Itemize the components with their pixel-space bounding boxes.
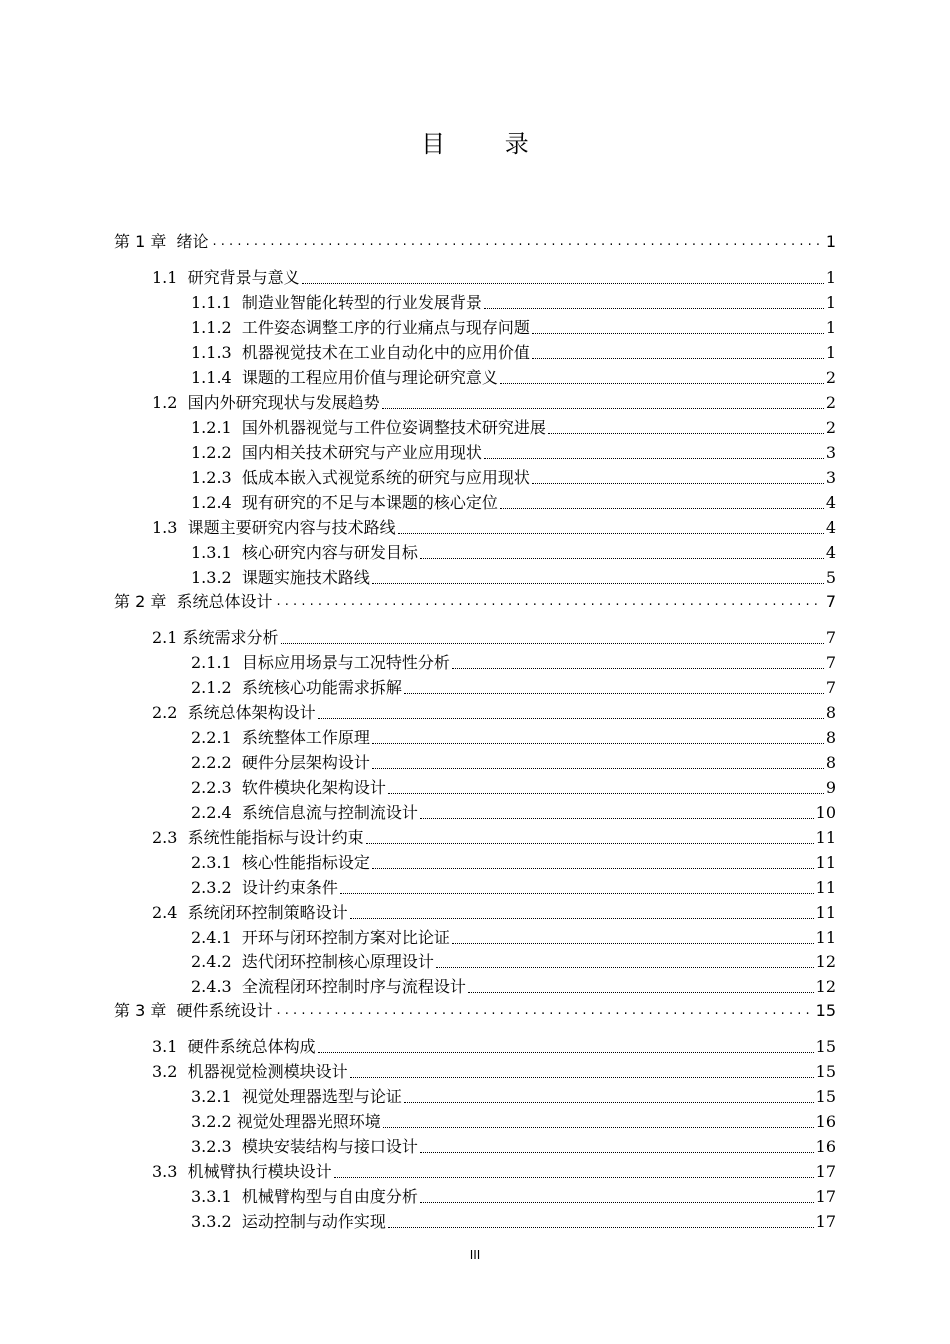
toc-entry[interactable] [191,649,836,673]
toc-page-number: 11 [815,903,836,922]
toc-dot-leader [382,396,824,409]
toc-entry[interactable] [191,1083,836,1107]
toc-entry-label: 2.4.3 全流程闭环控制时序与流程设计 [191,977,466,996]
toc-dot-leader [420,546,824,559]
toc-page-number: 11 [815,878,836,897]
toc-page-number: 17 [815,1212,836,1231]
toc-dot-leader [318,1040,814,1053]
toc-page-number: 3 [825,443,836,462]
toc-entry-label: 2.1.1 目标应用场景与工况特性分析 [191,653,450,672]
toc-page-number: 4 [825,518,836,537]
toc-entry-label: 3.2 机器视觉检测模块设计 [152,1062,348,1081]
toc-entry[interactable] [191,1133,836,1157]
toc-entry[interactable] [191,1183,836,1207]
toc-page-number: 7 [825,628,836,647]
toc-dot-leader [277,592,822,612]
toc-page-number: 7 [825,678,836,697]
toc-dot-leader [404,1090,814,1103]
toc-dot-leader [532,346,824,359]
toc-entry-label: 1.1.4 课题的工程应用价值与理论研究意义 [191,368,498,387]
toc-entry-label: 1.2.4 现有研究的不足与本课题的核心定位 [191,493,498,512]
toc-entry-label: 1.2.3 低成本嵌入式视觉系统的研究与应用现状 [191,468,530,487]
toc-entry-label: 2.1.2 系统核心功能需求拆解 [191,678,402,697]
toc-page-number: 16 [815,1112,836,1131]
toc-dot-leader [420,1190,814,1203]
toc-entry-label: 2.4.2 迭代闭环控制核心原理设计 [191,952,434,971]
toc-dot-leader [500,496,824,509]
toc-dot-leader [372,731,824,744]
toc-page-number: 10 [815,803,836,822]
toc-page-number: 8 [825,753,836,772]
toc-page-number: 12 [815,952,836,971]
toc-entry-label: 3.2.3 模块安装结构与接口设计 [191,1137,418,1156]
toc-entry[interactable] [152,264,836,288]
toc-entry[interactable] [191,289,836,313]
toc-entry-label: 2.3.2 设计约束条件 [191,878,338,897]
toc-dot-leader [452,656,824,669]
toc-entry[interactable] [191,674,836,698]
toc-entry[interactable] [191,749,836,773]
toc-dot-leader [277,1001,812,1021]
toc-entry-label: 第 3 章 硬件系统设计 [114,1001,273,1020]
toc-entry[interactable] [191,1108,836,1132]
toc-dot-leader [372,571,824,584]
toc-entry[interactable] [191,1208,836,1232]
toc-entry[interactable] [191,724,836,748]
toc-dot-leader [372,756,824,769]
toc-page-number: 1 [825,268,836,287]
toc-entry-label: 2.2 系统总体架构设计 [152,703,316,722]
toc-dot-leader [548,421,824,434]
toc-page-number: 1 [825,343,836,362]
toc-page-number: 17 [815,1162,836,1181]
toc-entry-label: 2.3 系统性能指标与设计约束 [152,828,364,847]
toc-entry-label: 第 1 章 绪论 [114,232,209,251]
toc-entry-label: 2.2.3 软件模块化架构设计 [191,778,386,797]
toc-entry-label: 1.1.2 工件姿态调整工序的行业痛点与现存问题 [191,318,530,337]
toc-entry-label: 3.2.1 视觉处理器选型与论证 [191,1087,402,1106]
toc-entry-label: 3.1 硬件系统总体构成 [152,1037,316,1056]
toc-page-number: 2 [825,393,836,412]
page-title: 目 录 [421,130,555,158]
toc-page-number: 1 [825,293,836,312]
toc-entry-label: 第 2 章 系统总体设计 [114,592,273,611]
toc-entry-label: 1.3.1 核心研究内容与研发目标 [191,543,418,562]
toc-entry[interactable] [191,464,836,488]
toc-entry-label: 1.3.2 课题实施技术路线 [191,568,370,587]
toc-page-number: 7 [825,592,836,611]
toc-entry[interactable] [191,439,836,463]
toc-dot-leader [334,1165,814,1178]
toc-entry-label: 2.2.4 系统信息流与控制流设计 [191,803,418,822]
page-number: III [469,1248,481,1262]
toc-page-number: 2 [825,418,836,437]
toc-dot-leader [340,881,814,894]
toc-entry[interactable] [152,514,836,538]
toc-dot-leader [420,1140,814,1153]
toc-entry-label: 1.1.1 制造业智能化转型的行业发展背景 [191,293,482,312]
toc-entry-label: 1.2.1 国外机器视觉与工件位姿调整技术研究进展 [191,418,546,437]
toc-entry-label: 1.1.3 机器视觉技术在工业自动化中的应用价值 [191,343,530,362]
toc-entry-label: 3.3.1 机械臂构型与自由度分析 [191,1187,418,1206]
toc-entry[interactable] [191,924,836,948]
toc-entry[interactable] [191,539,836,563]
toc-entry-label: 3.2.2 视觉处理器光照环境 [191,1112,381,1131]
toc-chapter-entry[interactable] [114,997,836,1021]
toc-page-number: 3 [825,468,836,487]
toc-dot-leader [372,856,814,869]
toc-page-number: 8 [825,728,836,747]
toc-dot-leader [213,232,822,252]
toc-entry-label: 2.1 系统需求分析 [152,628,279,647]
toc-page-number: 1 [825,232,836,251]
toc-page-number: 15 [815,1087,836,1106]
toc-dot-leader [484,296,824,309]
toc-entry-label: 2.2.2 硬件分层架构设计 [191,753,370,772]
toc-entry[interactable] [152,624,836,648]
toc-entry[interactable] [191,849,836,873]
toc-page-number: 9 [825,778,836,797]
toc-dot-leader [388,781,824,794]
toc-dot-leader [404,681,824,694]
toc-page-number: 2 [825,368,836,387]
toc-page-number: 15 [815,1062,836,1081]
toc-page-number: 11 [815,853,836,872]
toc-entry-label: 1.1 研究背景与意义 [152,268,300,287]
toc-dot-leader [350,906,814,919]
toc-entry[interactable] [152,1058,836,1082]
toc-dot-leader [302,271,824,284]
toc-page-number: 15 [815,1001,836,1020]
toc-dot-leader [366,831,814,844]
toc-chapter-entry[interactable] [114,588,836,612]
toc-entry-label: 1.2.2 国内相关技术研究与产业应用现状 [191,443,482,462]
toc-dot-leader [383,1115,814,1128]
toc-page-number: 11 [815,828,836,847]
toc-page-number: 1 [825,318,836,337]
toc-entry[interactable] [191,874,836,898]
toc-entry[interactable] [191,948,836,972]
toc-entry[interactable] [191,414,836,438]
toc-entry[interactable] [152,899,836,923]
toc-dot-leader [350,1065,814,1078]
toc-entry-label: 2.2.1 系统整体工作原理 [191,728,370,747]
toc-entry[interactable] [191,364,836,388]
toc-entry-label: 2.4 系统闭环控制策略设计 [152,903,348,922]
toc-entry[interactable] [191,564,836,588]
toc-entry-label: 3.3.2 运动控制与动作实现 [191,1212,386,1231]
toc-dot-leader [532,471,824,484]
toc-entry-label: 3.3 机械臂执行模块设计 [152,1162,332,1181]
toc-entry[interactable] [152,824,836,848]
toc-dot-leader [436,955,814,968]
toc-entry-label: 1.2 国内外研究现状与发展趋势 [152,393,380,412]
toc-dot-leader [281,631,824,644]
toc-entry[interactable] [152,1158,836,1182]
toc-page-number: 16 [815,1137,836,1156]
toc-page-number: 11 [815,928,836,947]
toc-dot-leader [388,1215,814,1228]
toc-page-number: 4 [825,543,836,562]
toc-entry-label: 2.4.1 开环与闭环控制方案对比论证 [191,928,450,947]
toc-dot-leader [532,321,824,334]
toc-chapter-entry[interactable] [114,228,836,252]
toc-dot-leader [500,371,824,384]
toc-page-number: 17 [815,1187,836,1206]
toc-dot-leader [468,980,814,993]
toc-page-number: 4 [825,493,836,512]
toc-entry-label: 1.3 课题主要研究内容与技术路线 [152,518,396,537]
toc-entry[interactable] [191,799,836,823]
toc-entry-label: 2.3.1 核心性能指标设定 [191,853,370,872]
toc-dot-leader [484,446,824,459]
toc-dot-leader [420,806,814,819]
toc-page-number: 8 [825,703,836,722]
toc-page-number: 12 [815,977,836,996]
toc-page-number: 7 [825,653,836,672]
toc-entry[interactable] [152,389,836,413]
toc-dot-leader [398,521,824,534]
toc-page-number: 5 [825,568,836,587]
toc-entry[interactable] [191,314,836,338]
toc-entry[interactable] [191,489,836,513]
toc-dot-leader [452,931,814,944]
toc-entry[interactable] [191,973,836,997]
toc-entry[interactable] [191,774,836,798]
toc-entry[interactable] [152,699,836,723]
toc-dot-leader [318,706,824,719]
toc-page-number: 15 [815,1037,836,1056]
toc-entry[interactable] [191,339,836,363]
toc-entry[interactable] [152,1033,836,1057]
